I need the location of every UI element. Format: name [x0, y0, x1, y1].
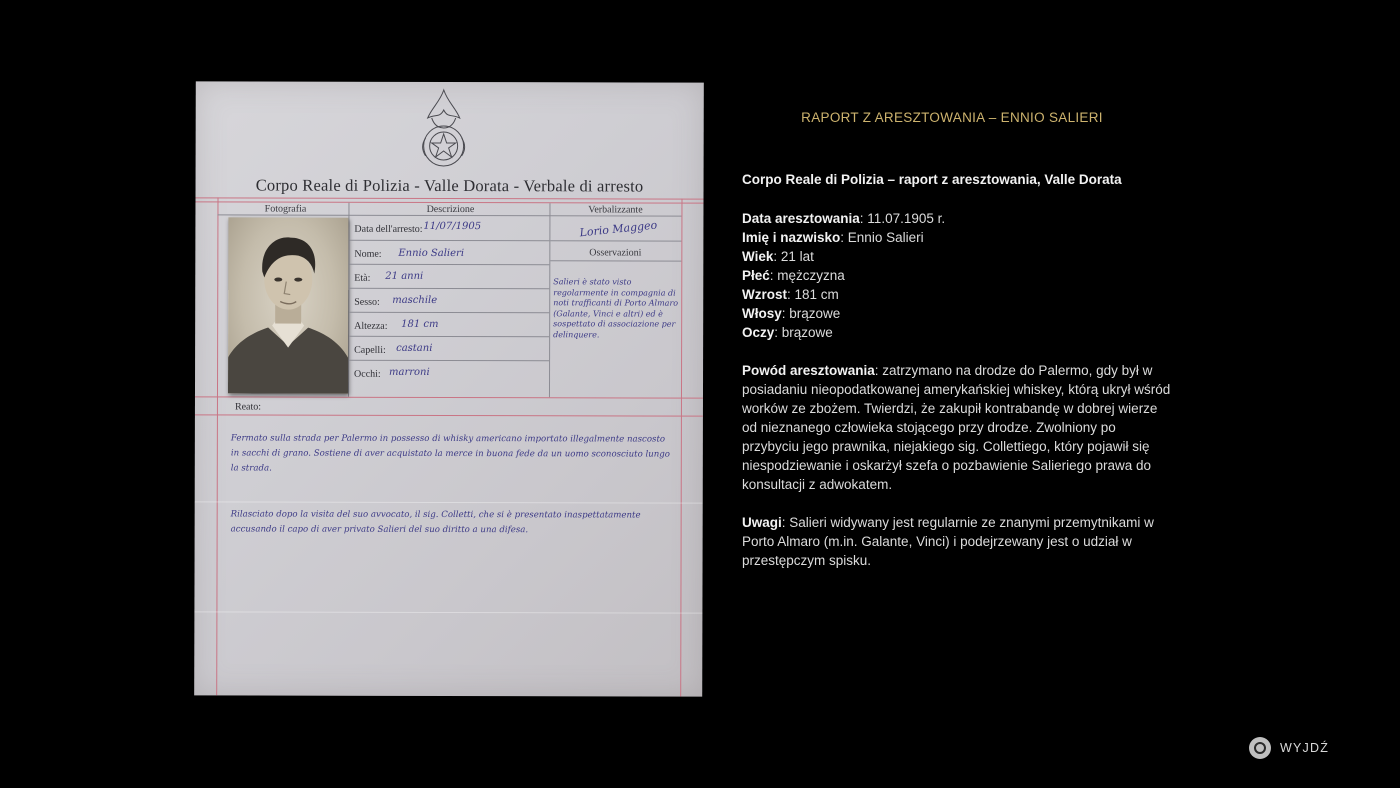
officer-column-header: Verbalizzante [588, 204, 643, 216]
sex-value: maschile [392, 294, 438, 306]
observations-text: Salieri è stato visto regolarmente in compagnia di noti trafficanti di Porto Almaro (Galante, Vinci e altri) ed è sospettato di associazione per delinquere. [553, 277, 679, 339]
royal-crest-icon [418, 88, 470, 170]
document-title: Corpo Reale di Polizia - Valle Dorata - Verbale di arresto [255, 175, 644, 196]
photo-column-header: Fotografia [264, 203, 307, 215]
hair-label: Capelli: [354, 344, 386, 356]
notes: Uwagi: Salieri widywany jest regularnie ze znanymi przemytnikami w Porto Almaro (m.in. Galante, Vinci) i podejrzewany jest o udział w przestępczym spisku. [742, 515, 1154, 568]
age-label: Età: [354, 272, 371, 284]
fact-height: Wzrost: 181 cm [742, 287, 839, 302]
report-title: RAPORT Z ARESZTOWANIA – ENNIO SALIERI [801, 110, 1103, 125]
crime-label: Reato: [234, 401, 262, 413]
facts-list [742, 209, 1172, 342]
report-heading: Corpo Reale di Polizia – raport z aresztowania, Valle Dorata [742, 172, 1122, 187]
circle-button-icon [1249, 737, 1271, 759]
observations-label: Osservazioni [589, 247, 642, 259]
sex-label: Sesso: [354, 296, 380, 308]
fact-arrest-date: Data aresztowania: 11.07.1905 r. [742, 211, 946, 226]
exit-label: WYJDŹ [1280, 741, 1330, 755]
suspect-photo [228, 217, 348, 393]
fact-sex: Płeć: mężczyzna [742, 268, 845, 283]
eyes-label: Occhi: [354, 368, 381, 380]
fact-hair: Włosy: brązowe [742, 306, 841, 321]
age-value: 21 anni [385, 270, 424, 282]
hair-value: castani [396, 342, 433, 354]
arrest-date-label: Data dell'arresto: [354, 223, 423, 235]
officer-signature: Lorio Maggeo [578, 218, 658, 240]
height-label: Altezza: [354, 320, 388, 332]
fact-age: Wiek: 21 lat [742, 249, 814, 264]
name-value: Ennio Salieri [398, 247, 465, 260]
eyes-value: marroni [389, 366, 430, 378]
fact-eyes: Oczy: brązowe [742, 325, 833, 340]
arrest-narrative-paragraph-2: Rilasciato dopo la visita del suo avvocato, il sig. Colletti, che si è presentato inaspettatamente accusando il capo di aver privato Salieri del suo diritto a una difesa. [230, 509, 641, 536]
description-column-header: Descrizione [426, 203, 475, 216]
fact-full-name: Imię i nazwisko: Ennio Salieri [742, 230, 924, 245]
arrest-narrative-paragraph-1: Fermato sulla strada per Palermo in possesso di whisky americano importato illegalmente nascosto in sacchi di grano. Sostiene di aver acquistato la merce in buona fede da un uomo sconosciuto lungo la strada. [230, 433, 670, 474]
arrest-reason: Powód aresztowania: zatrzymano na drodze do Palermo, gdy był w posiadaniu nieopodatkowanej amerykańskiej whiskey, którą ukrył wśród worków ze zbożem. Twierdzi, że zakupił kontrabandę w dobrej wierze od nieznanego człowieka stojącego przy drodze. Zwolniony po przybyciu jego prawnika, niejakiego sig. Collettiego, który pojawił się niespodziewanie i oskarżył szefa o pozbawienie Salieriego prawa do konsultacji z adwokatem. [742, 363, 1171, 492]
exit-button[interactable] [1249, 737, 1329, 759]
name-label: Nome: [354, 248, 382, 260]
arrest-report-document [194, 81, 704, 696]
height-value: 181 cm [401, 318, 439, 330]
arrest-date-value: 11/07/1905 [423, 220, 482, 233]
